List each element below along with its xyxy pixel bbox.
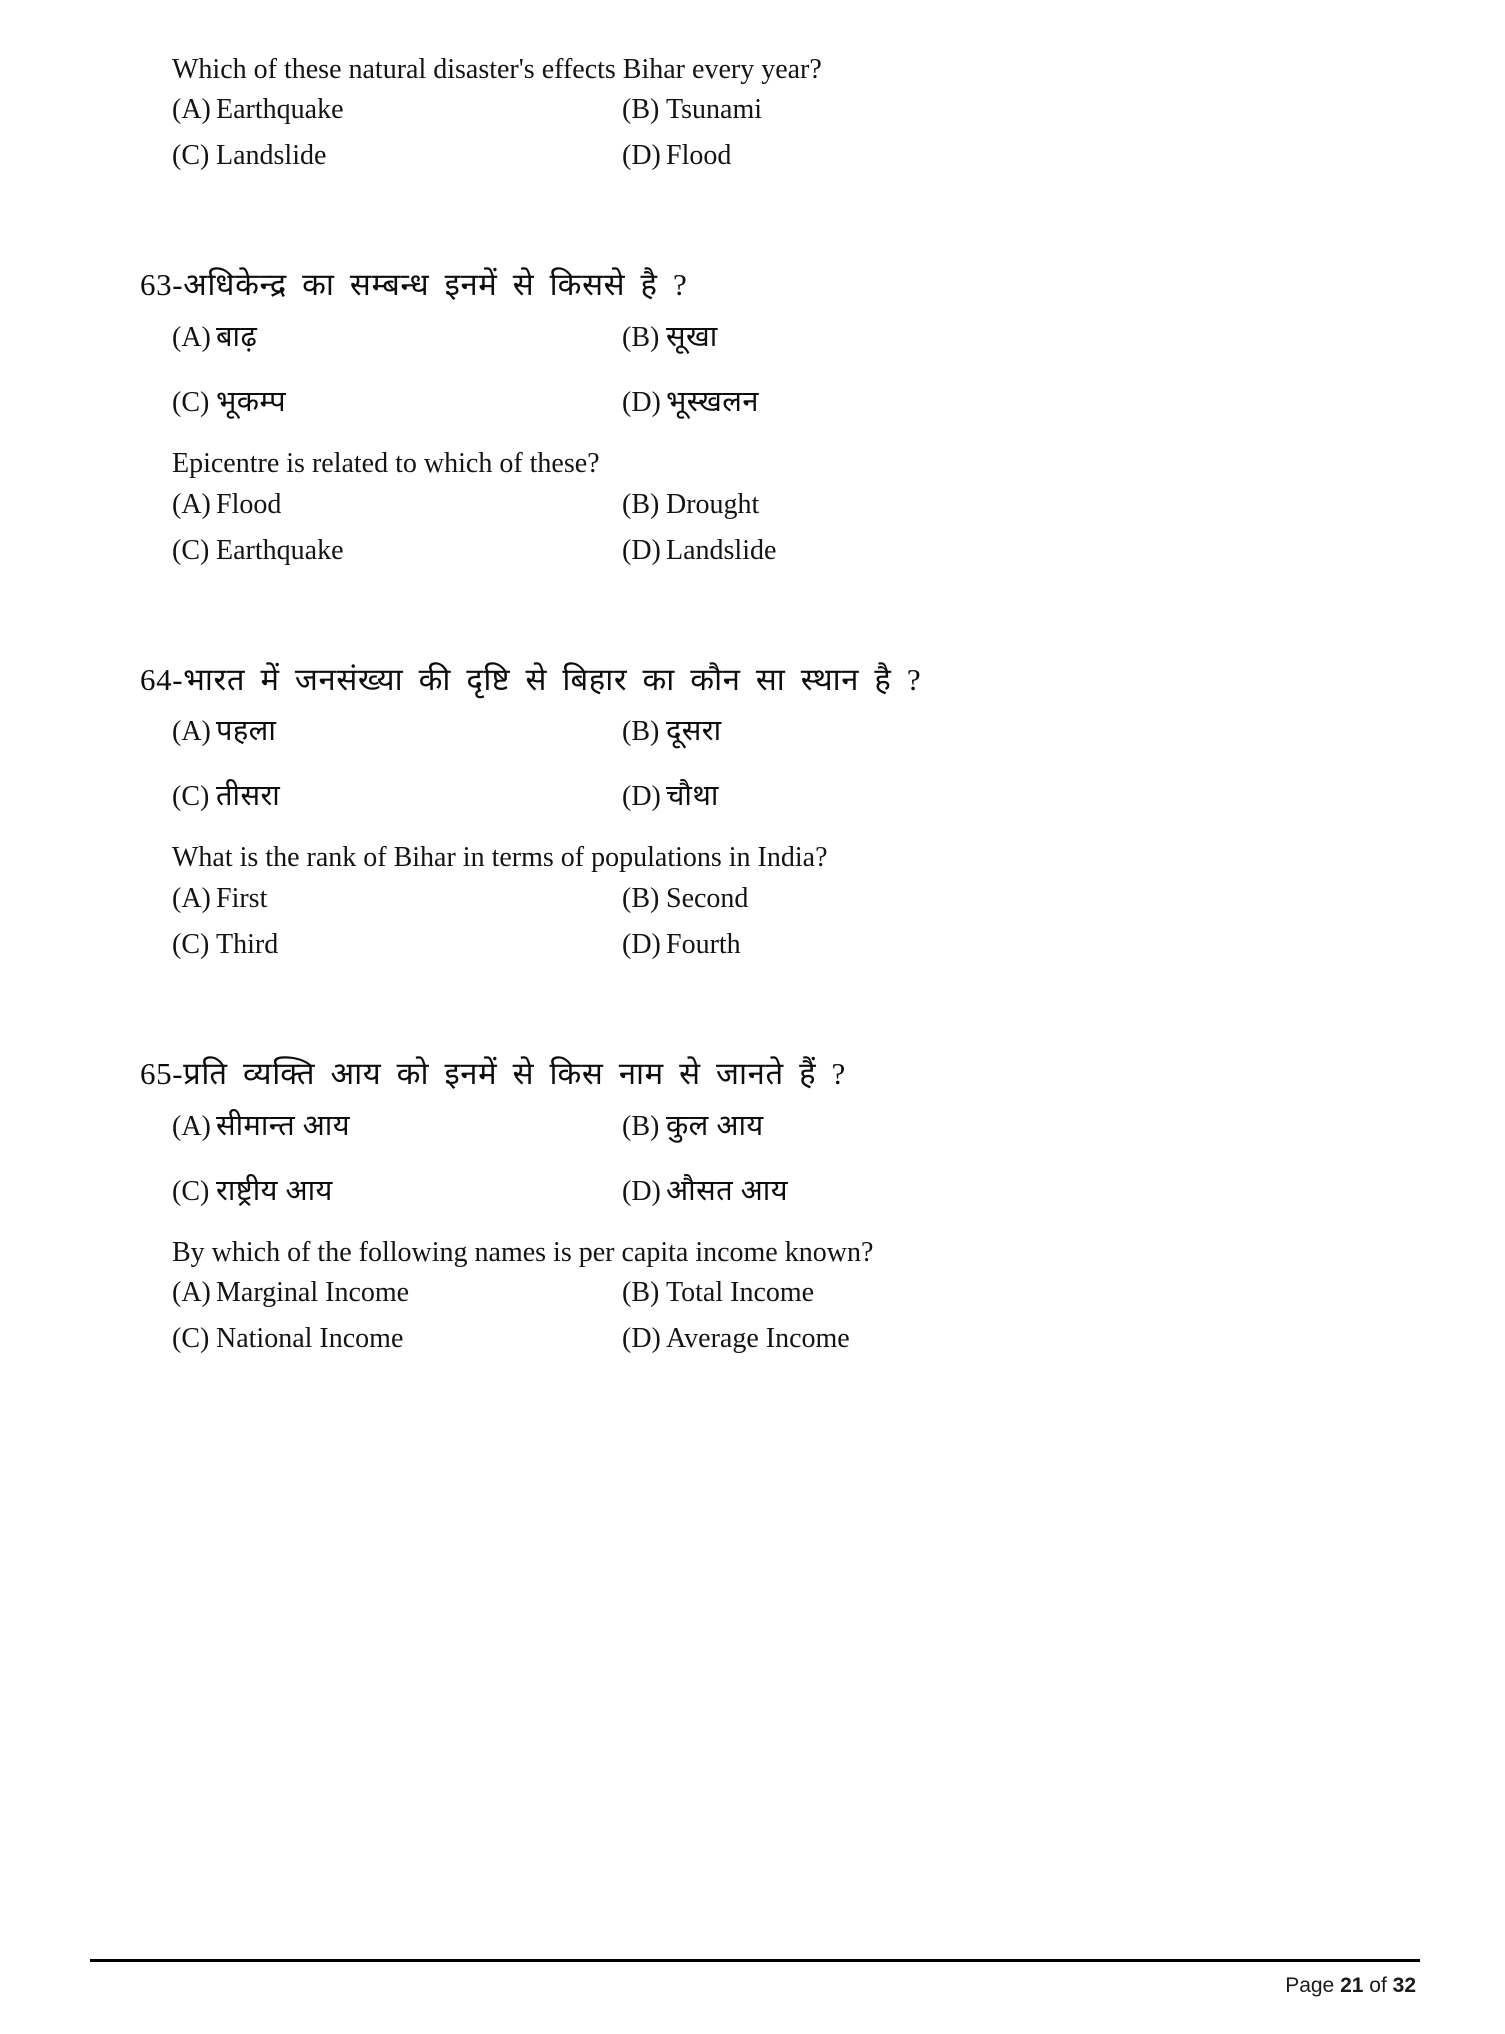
option-c[interactable] <box>172 775 622 814</box>
option-d[interactable] <box>622 929 741 961</box>
question-text-english: What is the rank of Bihar in terms of populations in India? <box>172 842 828 874</box>
option-label: Landslide <box>666 534 777 566</box>
option-label: Earthquake <box>216 94 344 126</box>
question-text-english: By which of the following names is per capita income known? <box>172 1236 874 1268</box>
option-letter: (B) <box>622 716 660 748</box>
option-row <box>172 929 1385 961</box>
option-row <box>172 535 1385 567</box>
question-block-63 <box>140 264 1385 566</box>
option-a[interactable] <box>172 1277 622 1309</box>
option-letter: (B) <box>622 322 660 354</box>
footer-of-label: of <box>1369 1974 1387 1997</box>
option-label: दूसरा <box>666 715 722 748</box>
option-b[interactable] <box>622 489 759 521</box>
option-letter: (C) <box>172 534 210 566</box>
question-block-65 <box>140 1053 1385 1355</box>
option-label: Drought <box>666 488 760 520</box>
option-label: कुल आय <box>666 1109 764 1142</box>
option-label: Second <box>666 882 749 914</box>
option-d[interactable] <box>622 140 731 172</box>
option-letter: (A) <box>172 488 211 520</box>
option-letter: (C) <box>172 1323 210 1355</box>
option-label: Average Income <box>666 1323 850 1355</box>
option-row <box>172 140 1385 172</box>
option-letter: (A) <box>172 1110 211 1142</box>
option-label: औसत आय <box>666 1174 788 1207</box>
option-label: Third <box>216 928 279 960</box>
option-c[interactable] <box>172 140 622 172</box>
option-letter: (C) <box>172 1175 210 1207</box>
footer-current-page: 21 <box>1340 1974 1364 1997</box>
footer-page-prefix: Page <box>1285 1974 1335 1997</box>
page-footer <box>90 1959 1420 1998</box>
option-letter: (D) <box>622 1175 661 1207</box>
question-text-hindi: 64-भारत में जनसंख्या की दृष्टि से बिहार का कौन सा स्थान है ? <box>140 661 922 697</box>
option-c[interactable] <box>172 1323 622 1355</box>
footer-total-pages: 32 <box>1392 1974 1416 1997</box>
option-d[interactable] <box>622 1323 850 1355</box>
option-a[interactable] <box>172 1105 622 1144</box>
options-english <box>140 94 1385 172</box>
option-label: First <box>216 882 268 914</box>
option-label: सूखा <box>666 321 718 354</box>
option-letter: (C) <box>172 140 210 172</box>
spacer <box>140 975 1385 1053</box>
option-label: तीसरा <box>216 780 281 813</box>
option-c[interactable] <box>172 381 622 420</box>
option-label: सीमान्त आय <box>216 1109 350 1142</box>
options-hindi <box>140 316 1385 420</box>
option-label: Tsunami <box>666 94 763 126</box>
option-b[interactable] <box>622 94 762 126</box>
option-letter: (B) <box>622 882 660 914</box>
question-text-hindi: 63-अधिकेन्द्र का सम्बन्ध इनमें से किससे है ? <box>140 267 688 303</box>
option-letter: (D) <box>622 140 661 172</box>
option-row <box>172 710 1385 749</box>
option-label: Flood <box>666 140 732 172</box>
option-b[interactable] <box>622 1105 764 1144</box>
option-b[interactable] <box>622 1277 814 1309</box>
option-letter: (D) <box>622 1323 661 1355</box>
option-letter: (D) <box>622 534 661 566</box>
option-label: चौथा <box>666 780 719 813</box>
question-text-hindi: 65-प्रति व्यक्ति आय को इनमें से किस नाम से जानते हैं ? <box>140 1055 846 1091</box>
option-row <box>172 94 1385 126</box>
spacer <box>140 186 1385 264</box>
options-english <box>140 1277 1385 1355</box>
option-letter: (A) <box>172 94 211 126</box>
option-b[interactable] <box>622 710 722 749</box>
option-letter: (D) <box>622 387 661 419</box>
option-letter: (C) <box>172 781 210 813</box>
options-hindi <box>140 710 1385 814</box>
option-letter: (B) <box>622 1277 660 1309</box>
option-row <box>172 1277 1385 1309</box>
question-block-64 <box>140 659 1385 961</box>
option-d[interactable] <box>622 775 719 814</box>
option-row <box>172 316 1385 355</box>
option-a[interactable] <box>172 883 622 915</box>
option-row <box>172 381 1385 420</box>
option-a[interactable] <box>172 316 622 355</box>
option-label: Fourth <box>666 928 741 960</box>
option-letter: (D) <box>622 781 661 813</box>
option-c[interactable] <box>172 1170 622 1209</box>
option-letter: (D) <box>622 928 661 960</box>
question-block-62-continued <box>140 52 1385 172</box>
option-label: भूस्खलन <box>666 386 759 419</box>
option-label: पहला <box>216 715 277 748</box>
option-a[interactable] <box>172 94 622 126</box>
spacer <box>140 581 1385 659</box>
options-english <box>140 489 1385 567</box>
option-row <box>172 1170 1385 1209</box>
option-row <box>172 775 1385 814</box>
option-b[interactable] <box>622 316 718 355</box>
footer-divider <box>90 1959 1420 1962</box>
question-text-english: Which of these natural disaster's effects Bihar every year? <box>172 54 822 85</box>
option-a[interactable] <box>172 489 622 521</box>
option-letter: (B) <box>622 1110 660 1142</box>
option-b[interactable] <box>622 883 748 915</box>
option-label: Earthquake <box>216 534 344 566</box>
question-list <box>140 52 1385 1355</box>
option-row <box>172 1105 1385 1144</box>
page-number <box>90 1974 1420 1998</box>
option-c[interactable] <box>172 535 622 567</box>
option-letter: (C) <box>172 387 210 419</box>
option-d[interactable] <box>622 535 776 567</box>
option-c[interactable] <box>172 929 622 961</box>
option-letter: (B) <box>622 94 660 126</box>
option-d[interactable] <box>622 381 759 420</box>
option-letter: (A) <box>172 1277 211 1309</box>
options-english <box>140 883 1385 961</box>
option-letter: (A) <box>172 882 211 914</box>
option-letter: (A) <box>172 716 211 748</box>
option-label: Marginal Income <box>216 1277 410 1309</box>
option-label: बाढ़ <box>216 321 258 354</box>
option-label: भूकम्प <box>216 386 286 419</box>
option-d[interactable] <box>622 1170 788 1209</box>
option-label: Flood <box>216 488 282 520</box>
option-a[interactable] <box>172 710 622 749</box>
option-letter: (C) <box>172 928 210 960</box>
option-row <box>172 489 1385 521</box>
option-label: National Income <box>216 1323 404 1355</box>
question-text-english: Epicentre is related to which of these? <box>172 448 600 480</box>
option-label: Total Income <box>666 1277 815 1309</box>
option-row <box>172 883 1385 915</box>
option-row <box>172 1323 1385 1355</box>
option-label: Landslide <box>216 140 327 172</box>
options-hindi <box>140 1105 1385 1209</box>
option-letter: (B) <box>622 488 660 520</box>
option-label: राष्ट्रीय आय <box>216 1174 333 1207</box>
option-letter: (A) <box>172 322 211 354</box>
